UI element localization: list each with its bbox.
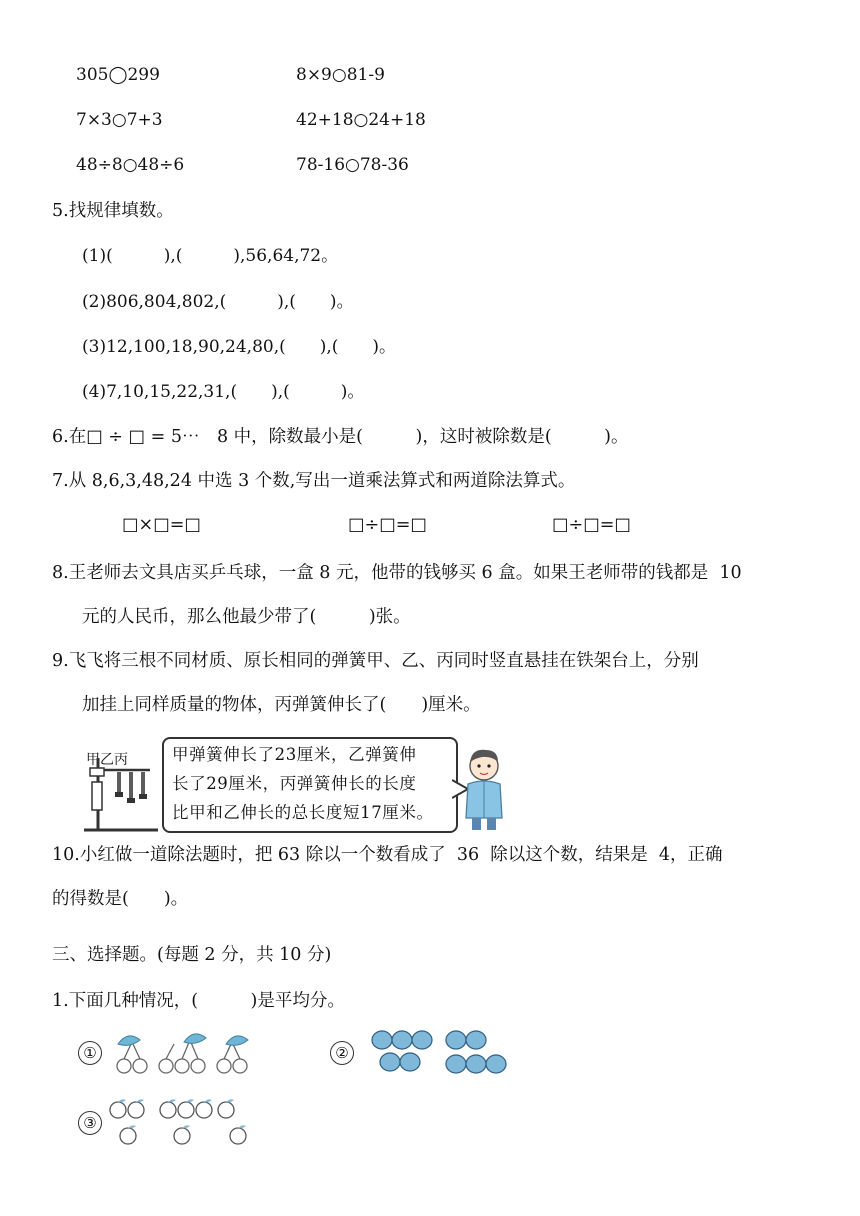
q7-formula-divide-1: □÷□=□ bbox=[348, 515, 427, 535]
boy-illustration bbox=[462, 746, 508, 832]
compare-row2-left: 7×3○7+3 bbox=[76, 110, 163, 130]
q5-part3: (3)12,100,18,90,24,80,( ),( )。 bbox=[82, 337, 397, 357]
option-2-marker: ② bbox=[330, 1041, 354, 1065]
section-3-heading: 三、选择题。(每题 2 分，共 10 分) bbox=[52, 945, 332, 965]
q7-formula-multiply: □×□=□ bbox=[122, 515, 201, 535]
choice1-text: 1.下面几种情况，( )是平均分。 bbox=[52, 991, 345, 1011]
q10-line1: 10.小红做一道除法题时，把 63 除以一个数看成了 36 除以这个数，结果是 4，正确 bbox=[52, 845, 723, 865]
q5-part1: (1)( ),( ),56,64,72。 bbox=[82, 246, 339, 266]
option-3-apples-figure bbox=[108, 1098, 254, 1148]
q7-text: 7.从 8,6,3,48,24 中选 3 个数,写出一道乘法算式和两道除法算式。 bbox=[52, 471, 576, 491]
compare-row1-left: 305◯299 bbox=[76, 65, 160, 85]
option-2-cabbages-figure bbox=[370, 1028, 516, 1082]
q8-line2: 元的人民币，那么他最少带了( )张。 bbox=[82, 607, 411, 627]
iron-stand-figure bbox=[74, 748, 164, 836]
speech-bubble-text: 甲弹簧伸长了23厘米，乙弹簧伸 长了29厘米，丙弹簧伸长的长度 比甲和乙伸长的总长度短17厘米。 bbox=[172, 745, 434, 822]
q5-title: 5.找规律填数。 bbox=[52, 201, 174, 221]
q5-part4: (4)7,10,15,22,31,( ),( )。 bbox=[82, 382, 365, 402]
q7-formula-divide-2: □÷□=□ bbox=[552, 515, 631, 535]
q8-line1: 8.王老师去文具店买乒乓球，一盒 8 元，他带的钱够买 6 盒。如果王老师带的钱都是 10 bbox=[52, 563, 742, 583]
q9-line1: 9.飞飞将三根不同材质、原长相同的弹簧甲、乙、丙同时竖直悬挂在铁架台上，分别 bbox=[52, 651, 699, 671]
option-3-marker: ③ bbox=[78, 1111, 102, 1135]
compare-row1-right: 8×9○81-9 bbox=[296, 65, 385, 85]
q10-line2: 的得数是( )。 bbox=[52, 889, 189, 909]
q9-line2: 加挂上同样质量的物体，丙弹簧伸长了( )厘米。 bbox=[82, 695, 481, 715]
option-1-marker: ① bbox=[78, 1041, 102, 1065]
q5-part2: (2)806,804,802,( ),( )。 bbox=[82, 292, 354, 312]
compare-row3-right: 78-16○78-36 bbox=[296, 155, 409, 175]
stand-label: 甲乙丙 bbox=[86, 752, 128, 768]
compare-row3-left: 48÷8○48÷6 bbox=[76, 155, 185, 175]
q6-text: 6.在□ ÷ □ = 5⋯ 8 中，除数最小是( )，这时被除数是( )。 bbox=[52, 427, 629, 447]
option-1-cherries-figure bbox=[114, 1032, 264, 1076]
compare-row2-right: 42+18○24+18 bbox=[296, 110, 426, 130]
